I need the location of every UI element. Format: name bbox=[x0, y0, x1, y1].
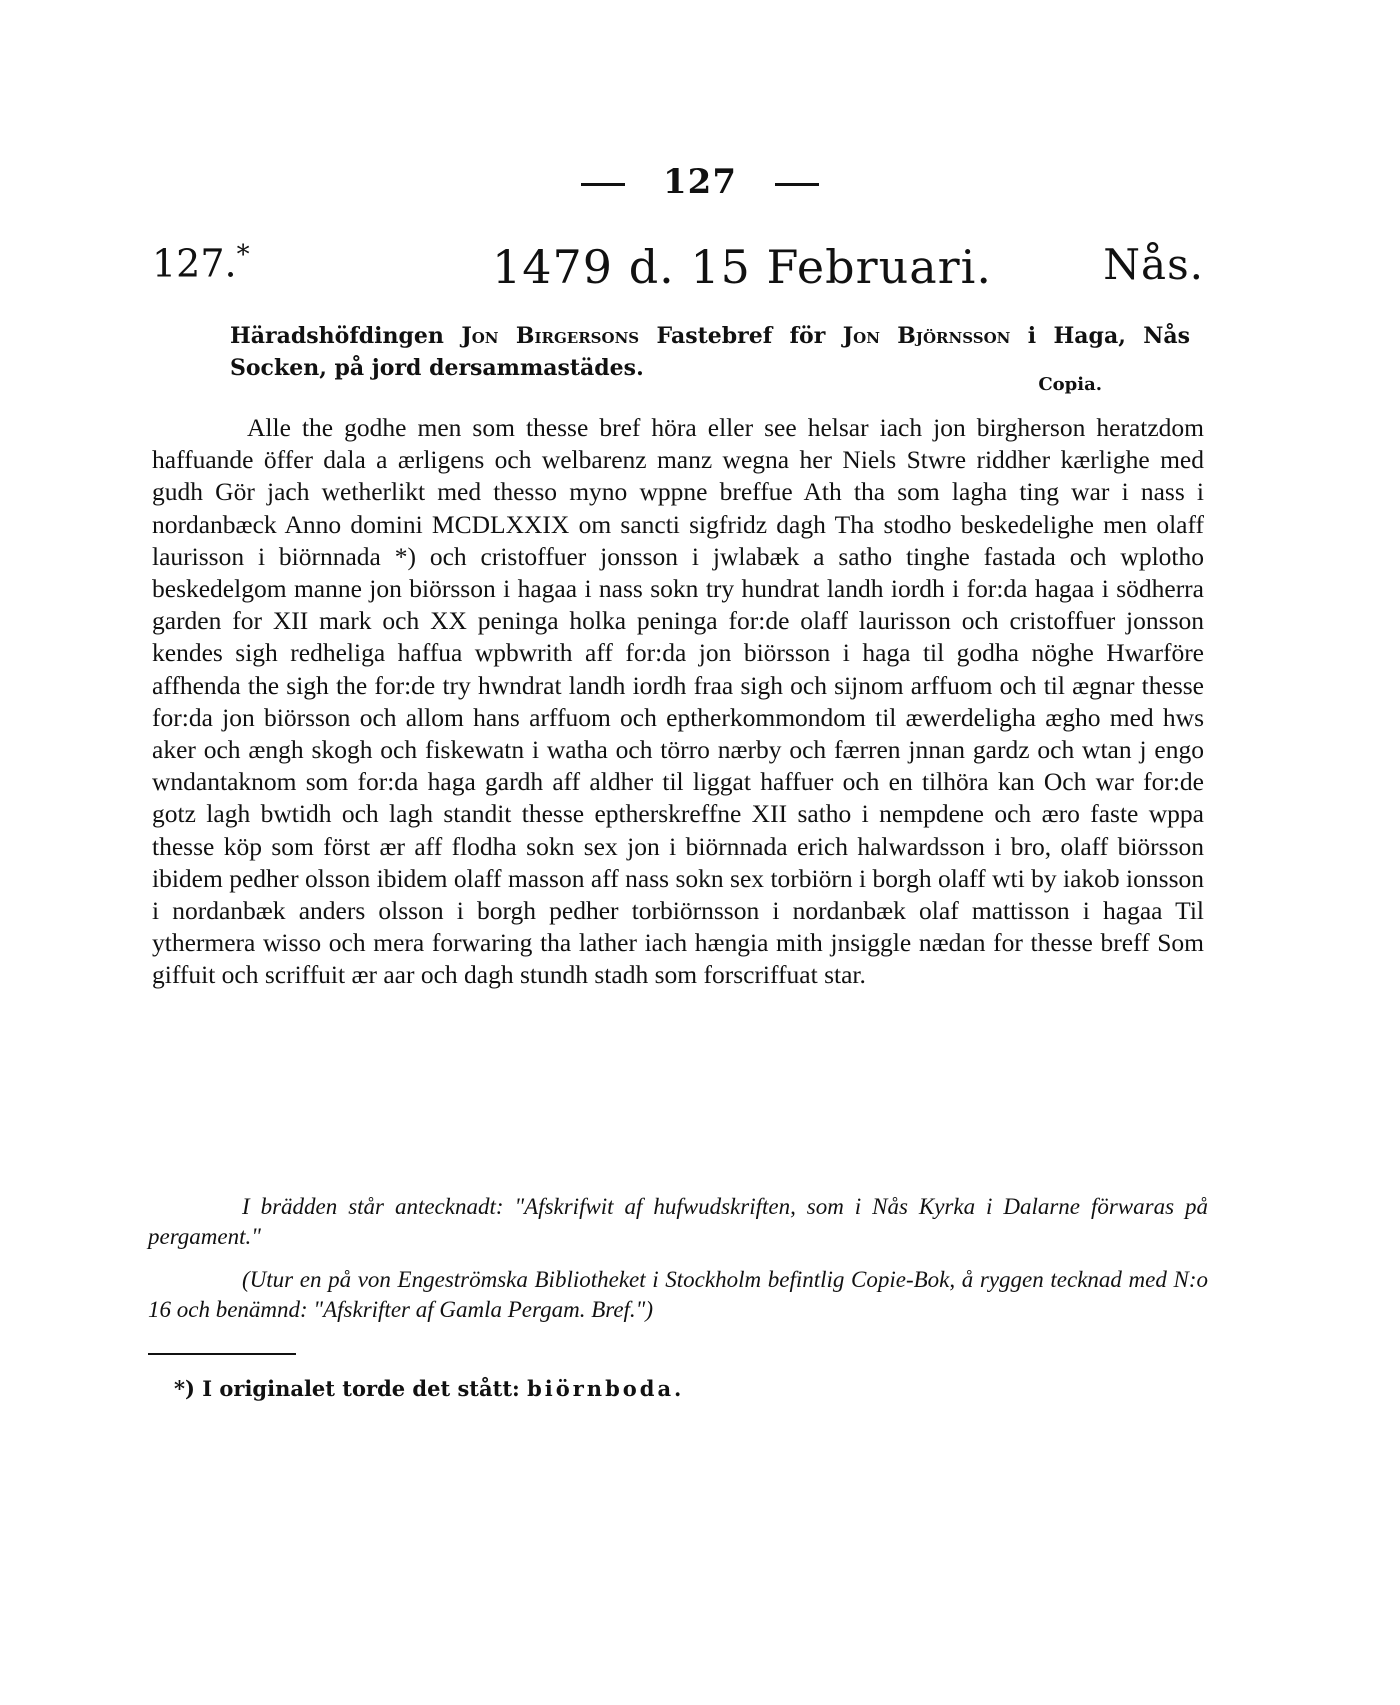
document-number-mark: * bbox=[236, 240, 250, 270]
footnote-word: biörnboda. bbox=[527, 1376, 685, 1401]
page-number: 127 bbox=[663, 162, 737, 202]
source-note bbox=[148, 1265, 1208, 1325]
footnote-text: I originalet torde det stått: bbox=[194, 1376, 528, 1401]
summary-part: Fastebref för bbox=[639, 323, 843, 349]
document-heading bbox=[152, 240, 1204, 300]
source-note-text: (Utur en på von Engeströmska Bibliotheket i Stockholm befintlig Copie-Bok, å ryggen tecknad med N:o 16 och benämnd: "Afskrifter af Gamla Pergam. Bref.") bbox=[148, 1267, 1208, 1322]
charter-paragraph: Alle the godhe men som thesse bref höra eller see helsar iach jon birgherson heratzdom haffuande öffer dala a ærligens och welbarenz manz wegna her Niels Stwre riddher kærlighe med gudh Gör jach wetherlikt med thesso myno wppne breffue Ath tha som lagha ting war i nass i nordanbæck Anno domini MCDLXXIX om sancti sigfridz dagh Tha stodho beskedelighe men olaff laurisson i biörnnada *) och cristoffuer jonsson i jwlabæk a satho tinghe fastada och wplotho beskedelgom manne jon biörsson i hagaa i nass sokn try hundrat landh iordh i for:da hagaa i södherra garden for XII mark och XX peninga holka peninga for:de olaff laurisson och cristoffuer jonsson kendes sigh redheliga haffua wpbwrith aff for:da jon biörsson i haga til godha nöghe Hwarföre affhenda the sigh the for:de try hwndrat landh iordh fraa sigh och sijnom arffuom och til ægnar thesse for:da jon biörsson och allom hans arffuom och eptherkommondom til æwerdeligha ægho med hws aker och ængh skogh och fiskewatn i watha och törro nærby och færren jnnan gardz och wtan j engo wndantaknom som for:da haga gardh aff aldher til liggat haffuer och en tilhöra kan Och war for:de gotz lagh bwtidh och lagh standit thesse eptherskreffne XII satho i nempdene och æro faste wppa thesse köp som först ær aff flodha sokn sex jon i biörnnada erich halwardsson i bro, olaff biörsson ibidem pedher olsson ibidem olaff masson aff nass sokn sex torbiörn i borgh olaff wti by iakob ionsson i nordanbæk anders olsson i borgh pedher torbiörnsson i nordanbæk olaf mattisson i hagaa Til ythermera wisso och mera forwaring tha lather iach hængia mith jnsiggle nædan for thesse breff Som giffuit och scriffuit ær aar och dagh stundh stadh som forscriffuat star. bbox=[152, 413, 1204, 990]
footnote bbox=[174, 1376, 1074, 1401]
summary-name: Jon Björnsson bbox=[842, 323, 1011, 349]
dash-left bbox=[581, 183, 625, 186]
document-number bbox=[152, 240, 250, 286]
margin-note bbox=[148, 1192, 1208, 1252]
margin-note-text: I brädden står antecknadt: "Afskrifwit af hufwudskriften, som i Nås Kyrka i Dalarne förwaras på pergament." bbox=[148, 1194, 1208, 1249]
copia-label: Copia. bbox=[1038, 374, 1102, 395]
summary-part: Häradshöfdingen bbox=[230, 323, 462, 349]
document-date: 1479 d. 15 Februari. bbox=[492, 240, 992, 294]
footnote-marker: *) bbox=[174, 1376, 195, 1401]
document-number-text: 127. bbox=[152, 241, 237, 286]
running-head bbox=[0, 162, 1400, 202]
charter-text bbox=[152, 412, 1204, 992]
summary-part: i Haga, Nås Socken, på jord dersammastädes. bbox=[230, 323, 1191, 381]
document-place: Nås. bbox=[1103, 240, 1204, 289]
dash-right bbox=[775, 183, 819, 186]
summary-name: Jon Birgersons bbox=[461, 323, 640, 349]
footnote-divider bbox=[148, 1353, 296, 1355]
